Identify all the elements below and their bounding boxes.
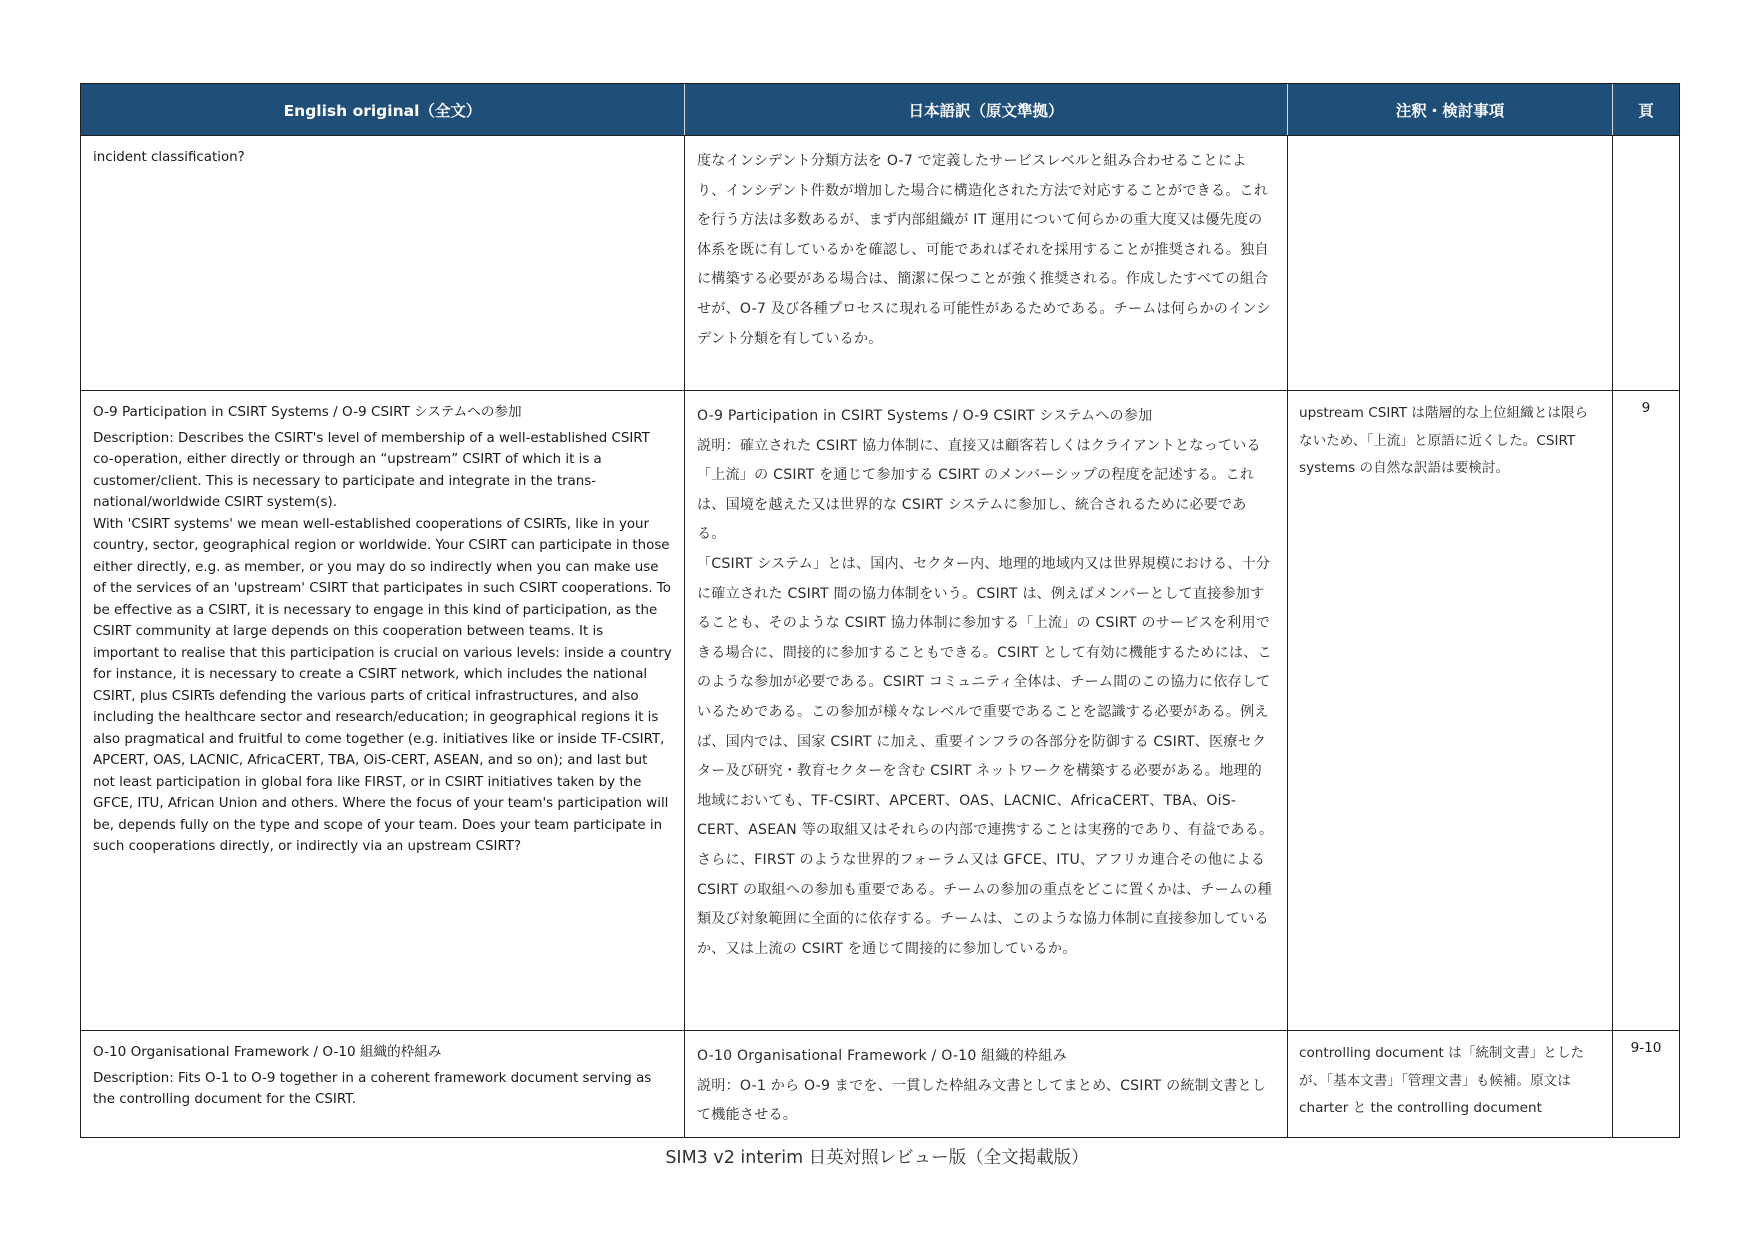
section-title: O-9 Participation in CSIRT Systems / O-9 CSIRT システムへの参加 xyxy=(697,408,1153,424)
english-text: Description: Describes the CSIRT's level of membership of a well-established CSIRT co-operation, either directly or through an “upstream” CSIRT of which it is a customer/client. This is necessary to participate and integrate in the trans-national/worldwide CSIRT system(s). With 'CSIRT systems' we mean well-established cooperations of CSIRTs, like in your country, sector, geographical region or worldwide. Your CSIRT can participate in those either directly, e.g. as member, or you may do so indirectly when you can make use of the services of an 'upstream' CSIRT that participates in such CSIRT cooperations. To be effective as a CSIRT, it is necessary to engage in this kind of participation, as the CSIRT community at large depends on this cooperation between teams. It is important to realise that this participation is crucial on various levels: inside a country for instance, it is necessary to create a CSIRT network, which includes the national CSIRT, plus CSIRTs defending the various parts of critical infrastructures, and also including the healthcare sector and research/education; in geographical regions it is also pragmatical and fruitful to come together (e.g. initiatives like or inside TF-CSIRT, APCERT, OAS, LACNIC, AfricaCERT, TBA, OiS-CERT, ASEAN, and so on); and last but not least participation in global fora like FIRST, or in CSIRT initiatives taken by the GFCE, ITU, African Union and others. Where the focus of your team's participation will be, depends fully on the type and scope of your team. Does your team participate in such cooperations directly, or indirectly via an upstream CSIRT? xyxy=(93,430,672,854)
english-cell xyxy=(81,136,685,390)
japanese-text: 説明：O-1 から O-9 までを、一貫した枠組み文書としてまとめ、CSIRT の統制文書として機能させる。 xyxy=(697,1077,1267,1124)
english-text: Description: Fits O-1 to O-9 together in a coherent framework document serving as the controlling document for the CSIRT. xyxy=(93,1070,652,1107)
header-page: 頁 xyxy=(1638,101,1654,120)
page-cell: 9 xyxy=(1641,400,1651,416)
review-table xyxy=(80,83,1680,1138)
table-row xyxy=(81,136,1679,391)
header-japanese: 日本語訳（原文準拠） xyxy=(685,84,1288,135)
header-english: English original（全文） xyxy=(81,84,685,135)
japanese-text: 度なインシデント分類方法を O-7 で定義したサービスレベルと組み合わせることにより、インシデント件数が増加した場合に構造化された方法で対応することができる。これを行う方法は多数あるが、まず内部組織が IT 運用について何らかの重大度又は優先度の体系を既に有しているかを確認し、可能であればそれを採用することが推奨される。独自に構築する必要がある場合は、簡潔に保つことが強く推奨される。作成したすべての組合せが、O-7 及び各種プロセスに現れる可能性があるためである。チームは何らかのインシデント分類を有しているか。 xyxy=(697,153,1271,347)
table-header-row xyxy=(81,84,1679,136)
header-notes: 注釈・検討事項 xyxy=(1288,84,1613,135)
table-row xyxy=(81,391,1679,1031)
note-cell xyxy=(1288,136,1613,390)
note-cell: upstream CSIRT は階層的な上位組織とは限らないため、「上流」と原語に近くした。CSIRT systems の自然な訳語は要検討。 xyxy=(1288,391,1613,1030)
page-cell: 9-10 xyxy=(1630,1040,1662,1056)
table-row xyxy=(81,1031,1679,1137)
section-title: O-9 Participation in CSIRT Systems / O-9 CSIRT システムへの参加 xyxy=(93,404,522,420)
english-cell xyxy=(81,1031,685,1137)
japanese-cell xyxy=(685,1031,1288,1137)
page-cell xyxy=(1613,136,1679,390)
english-text: incident classification? xyxy=(93,150,245,165)
japanese-cell xyxy=(685,136,1288,390)
page-footer: SIM3 v2 interim 日英対照レビュー版（全文掲載版） xyxy=(665,1148,1089,1168)
section-title: O-10 Organisational Framework / O-10 組織的枠組み xyxy=(697,1048,1067,1064)
english-cell xyxy=(81,391,685,1030)
note-cell: controlling document は「統制文書」としたが、「基本文書」「管理文書」も候補。原文は charter と the controlling document xyxy=(1288,1031,1613,1137)
japanese-cell xyxy=(685,391,1288,1030)
japanese-text: 説明：確立された CSIRT 協力体制に、直接又は顧客若しくはクライアントとなっている「上流」の CSIRT を通じて参加する CSIRT のメンバーシップの程度を記述する。これは、国境を越えた又は世界的な CSIRT システムに参加し、統合されるために必要である。 「CSIRT システム」とは、国内、セクター内、地理的地域内又は世界規模における、十分に確立された CSIRT 間の協力体制をいう。CSIRT は、例えばメンバーとして直接参加することも、そのような CSIRT 協力体制に参加する「上流」の CSIRT のサービスを利用できる場合に、間接的に参加することもできる。CSIRT として有効に機能するためには、このような参加が必要である。CSIRT コミュニティ全体は、チーム間のこの協力に依存しているためである。この参加が様々なレベルで重要であることを認識する必要がある。例えば、国内では、国家 CSIRT に加え、重要インフラの各部分を防御する CSIRT、医療セクター及び研究・教育セクターを含む CSIRT ネットワークを構築する必要がある。地理的地域においても、TF-CSIRT、APCERT、OAS、LACNIC、AfricaCERT、TBA、OiS-CERT、ASEAN 等の取組又はそれらの内部で連携することは実務的であり、有益である。さらに、FIRST のような世界的フォーラム又は GFCE、ITU、アフリカ連合その他による CSIRT の取組への参加も重要である。チームの参加の重点をどこに置くかは、チームの種類及び対象範囲に全面的に依存する。チームは、このような協力体制に直接参加しているか、又は上流の CSIRT を通じて間接的に参加しているか。 xyxy=(697,437,1274,957)
section-title: O-10 Organisational Framework / O-10 組織的枠組み xyxy=(93,1044,442,1060)
